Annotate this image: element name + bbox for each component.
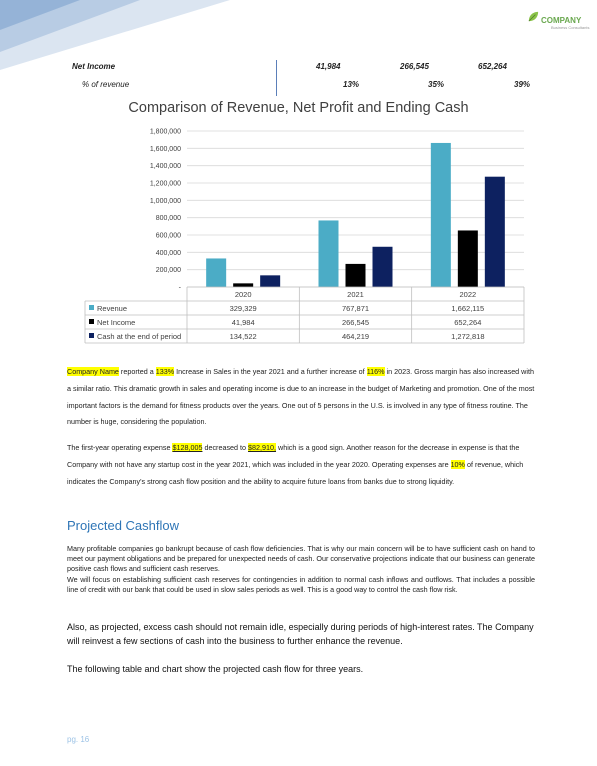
leaf-icon	[527, 10, 540, 23]
pct-revenue-2020: 13%	[343, 80, 360, 89]
pct-10-highlight: 10%	[450, 459, 465, 469]
cashflow-paragraph-4: The following table and chart show the projected cash flow for three years.	[67, 664, 364, 674]
data-label: 41,984	[231, 318, 255, 327]
data-label: 266,545	[341, 318, 370, 327]
data-label: 767,871	[341, 304, 370, 313]
pct-133-highlight: 133%	[155, 367, 175, 376]
data-label: 329,329	[229, 304, 257, 313]
y-tick-label: 800,000	[155, 215, 181, 223]
legend-label: Cash at the end of period	[97, 332, 182, 341]
y-tick-label: 1,000,000	[149, 197, 181, 205]
legend-swatch	[89, 305, 94, 310]
y-tick-label: 1,200,000	[149, 180, 181, 188]
bar	[458, 230, 478, 287]
legend-swatch	[89, 319, 94, 324]
p2-text-2: decreased to	[202, 443, 249, 452]
p1-text-2: Increase in Sales in the year 2021 and a further increase of	[174, 367, 367, 376]
corner-decoration	[0, 0, 230, 90]
net-income-2022: 652,264	[478, 62, 507, 71]
net-income-row	[0, 62, 597, 76]
p2-text-4: of revenue, which indicates the Company's strong cash flow position and the ability to acquire future loans from banks due to strong liquidity.	[67, 459, 524, 486]
operating-expense-paragraph	[67, 440, 535, 490]
pct-revenue-row	[0, 80, 597, 94]
bar	[233, 283, 253, 287]
y-tick-label: 400,000	[155, 249, 181, 257]
pct-revenue-label: % of revenue	[82, 80, 130, 89]
category-label: 2022	[459, 290, 477, 299]
category-label: 2021	[347, 290, 364, 299]
p1-text-3: in 2023. Gross margin has also increased with a similar ratio. This dramatic growth in sales and operating income is due to an increase in the budget of Marketing and promotion. One of the most important factors is the demand for fitness products over the years. One out of 5 persons in the U.S. is involved in any type of fitness routine. The number is huge, considering the population.	[67, 367, 535, 427]
section-heading: Projected Cashflow	[67, 518, 179, 533]
expense-82910-highlight: $82,910,	[248, 443, 277, 452]
pct-revenue-2022: 39%	[514, 80, 531, 89]
p2-text-1: The first-year operating expense	[67, 443, 173, 452]
column-separator	[276, 60, 277, 96]
bar	[319, 220, 339, 287]
logo-tagline: Business Consultants	[551, 25, 590, 30]
net-income-2021: 266,545	[400, 62, 429, 71]
y-tick-label: 1,600,000	[149, 145, 181, 153]
net-income-2020: 41,984	[316, 62, 341, 71]
y-tick-label: -	[178, 284, 181, 292]
bar	[346, 264, 366, 287]
expense-128005-highlight: $128,005	[172, 443, 203, 452]
data-label: 1,272,818	[451, 332, 485, 341]
company-name-highlight: Company Name	[67, 367, 119, 376]
bar	[431, 143, 451, 287]
category-label: 2020	[234, 290, 252, 299]
y-tick-label: 600,000	[155, 232, 181, 240]
pct-revenue-2021: 35%	[428, 80, 445, 89]
revenue-profit-cash-chart	[0, 120, 597, 352]
net-income-label: Net Income	[72, 62, 116, 71]
p2-text-3: which is a good sign. Another reason for the decrease in expense is that the Company with not have any startup cost in the year 2021, which was included in the year 2020. Operating expenses are	[67, 443, 520, 469]
company-logo	[525, 8, 590, 34]
bar	[373, 247, 393, 287]
p1-text-1: reported a	[118, 367, 156, 376]
legend-label: Revenue	[97, 304, 128, 313]
y-tick-label: 1,800,000	[149, 128, 181, 136]
sales-growth-paragraph	[67, 364, 535, 431]
legend-label: Net Income	[97, 318, 136, 327]
cashflow-paragraph-1: Many profitable companies go bankrupt because of cash flow deficiencies. That is why our main concern will be to have sufficient cash on hand to meet our payment obligations and be prepared for unexpected needs of cash. Our conservative projections indicate that our business can generate positive cash flows and sufficient cash reserves.	[67, 544, 535, 573]
y-tick-label: 200,000	[155, 267, 181, 275]
chart-title: Comparison of Revenue, Net Profit and Ending Cash	[128, 100, 469, 116]
bar	[485, 177, 505, 287]
legend-swatch	[89, 333, 94, 338]
bar	[260, 275, 280, 287]
logo-name: COMPANY	[541, 16, 582, 25]
page-number: pg. 16	[67, 735, 90, 744]
y-tick-label: 1,400,000	[149, 163, 181, 171]
data-label: 1,662,115	[451, 304, 485, 313]
data-label: 652,264	[454, 318, 482, 327]
pct-116-highlight: 116%	[366, 367, 385, 376]
cashflow-paragraph-2: We will focus on establishing sufficient cash reserves for contingencies in addition to normal cash inflows and outflows. That includes a possible line of credit with our bank that could be used in slow sales periods as well. This is a good way to control the cash flow risk.	[67, 575, 535, 594]
data-label: 134,522	[229, 332, 257, 341]
data-label: 464,219	[341, 332, 370, 341]
cashflow-paragraph-3: Also, as projected, excess cash should not remain idle, especially during periods of high-interest rates. The Company will reinvest a few sections of cash into the business to further enhance the revenue.	[67, 622, 534, 646]
bar	[206, 258, 226, 287]
